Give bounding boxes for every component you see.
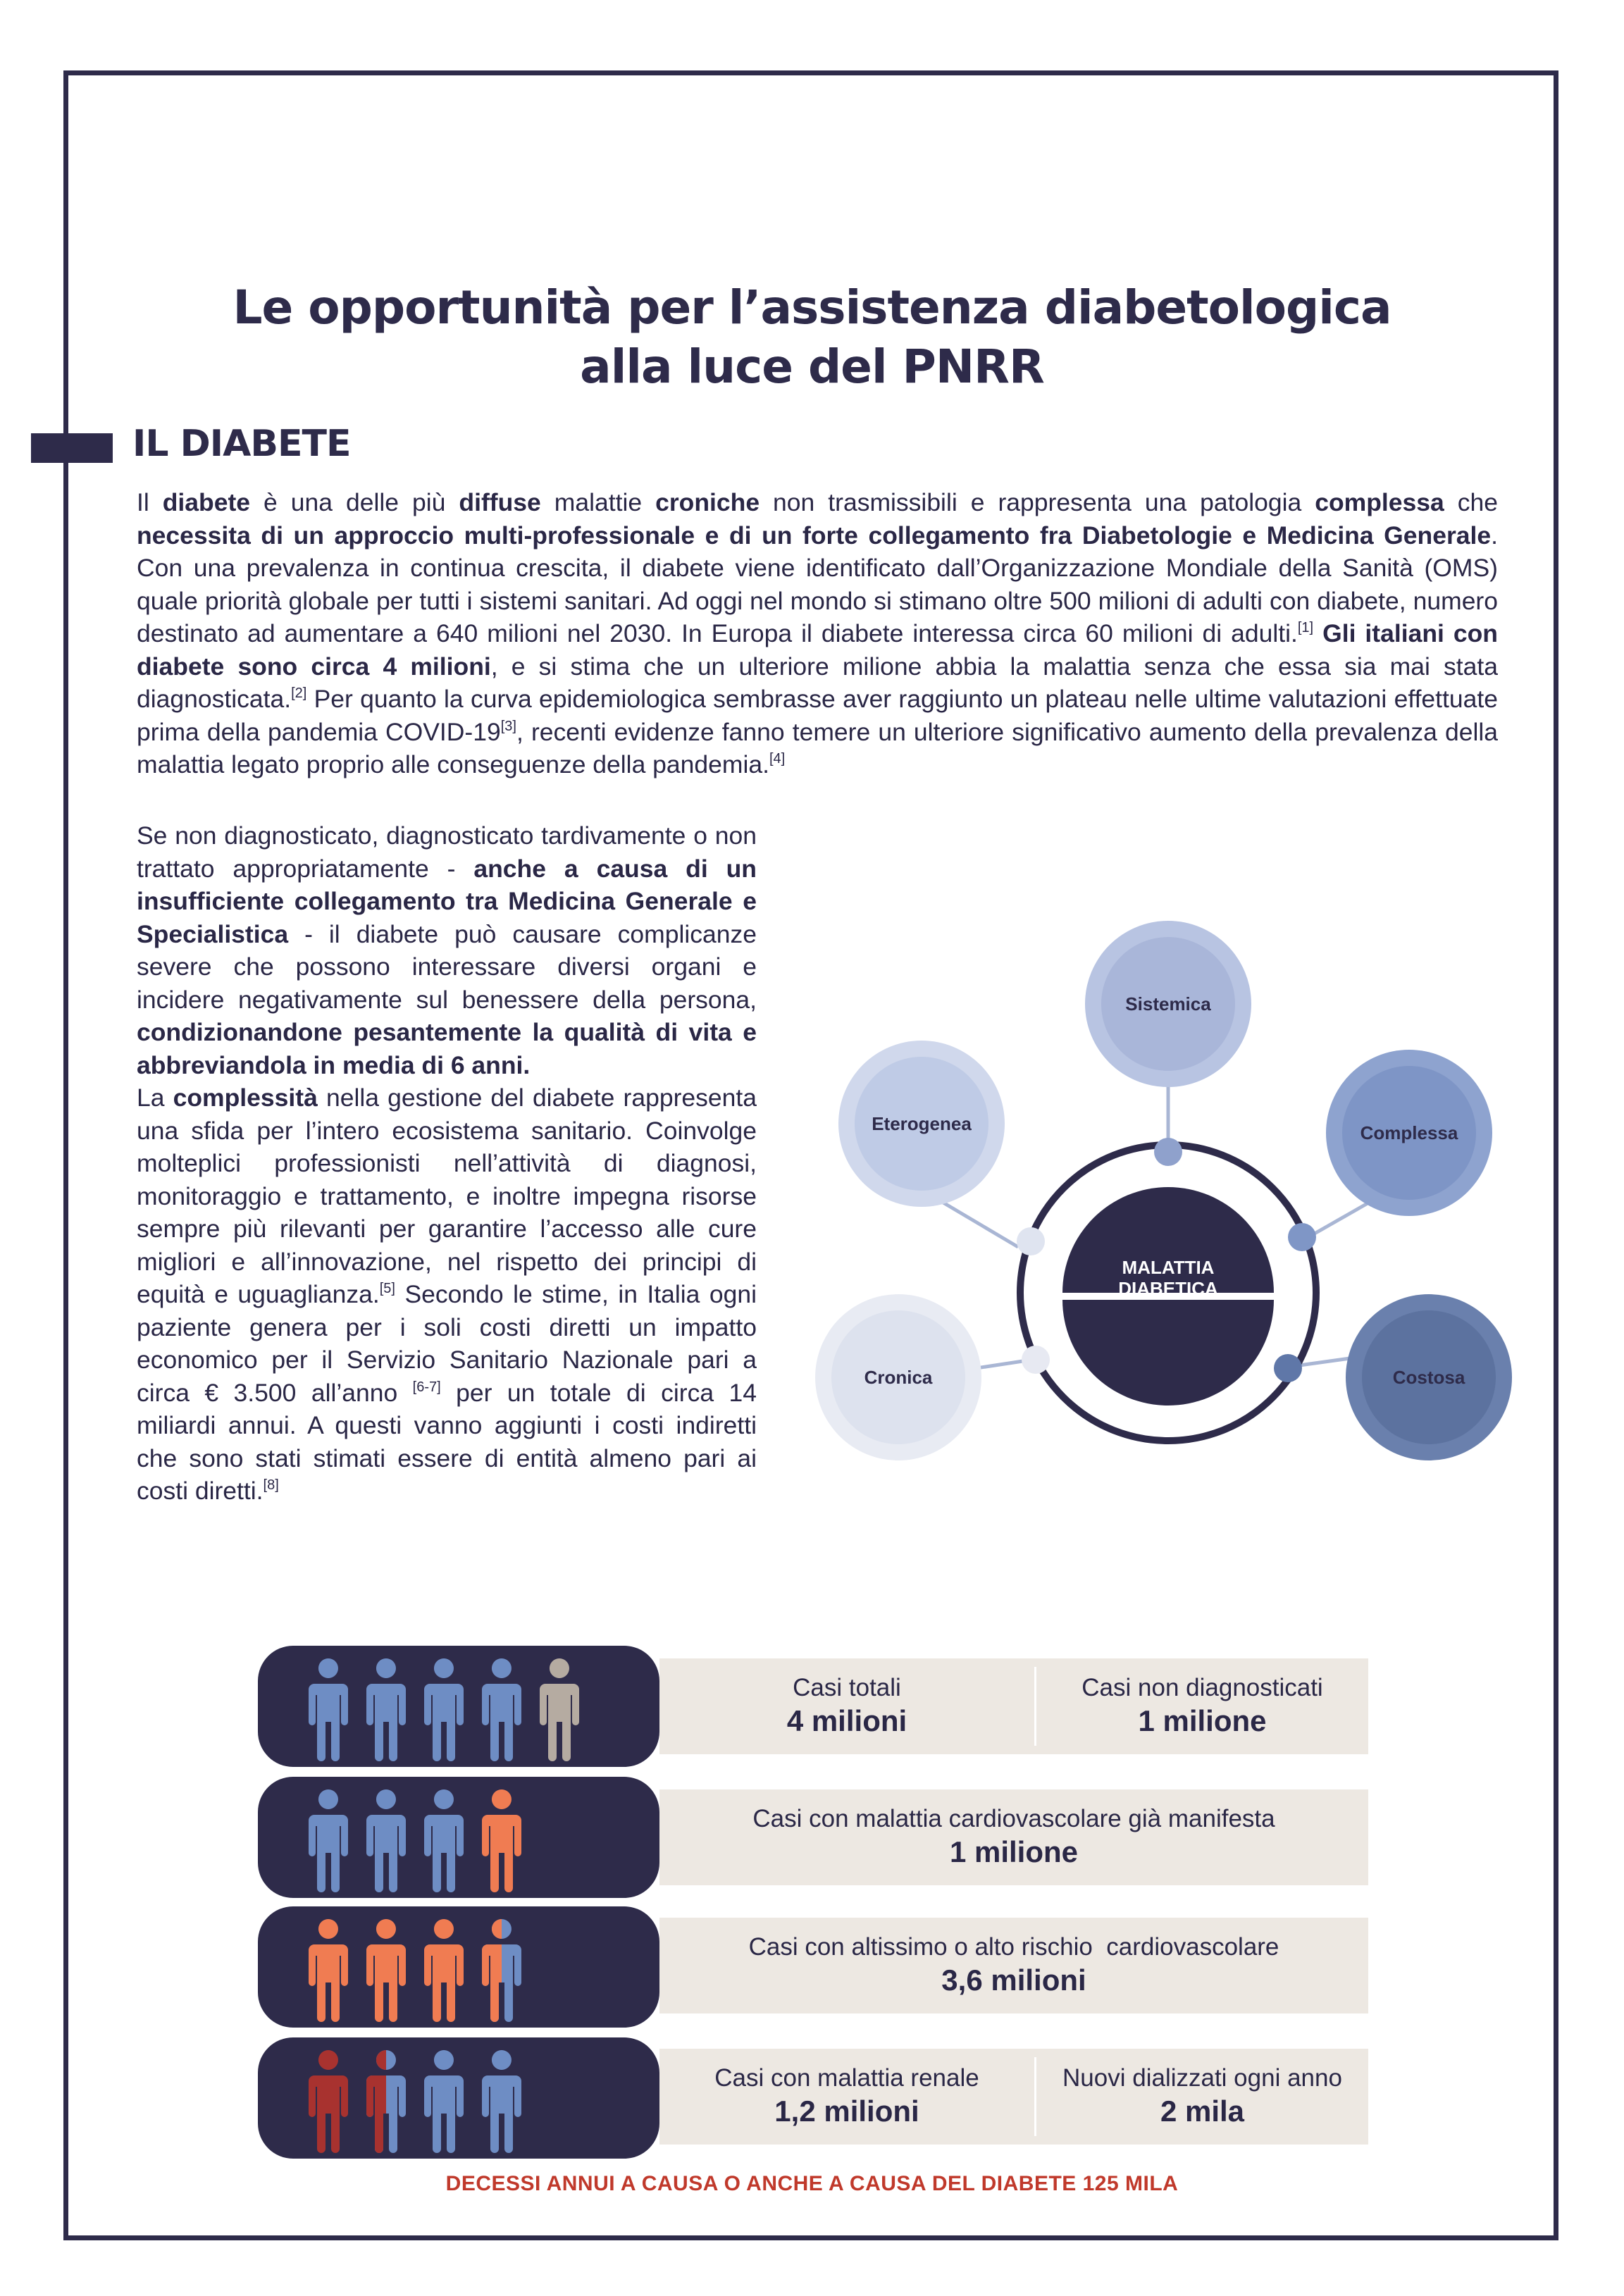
stat-label: Casi non diagnosticati <box>1081 1674 1323 1701</box>
text-run: Se non diagnosticato, diagnosticato tardivamente o non trattato appropriatamente - <box>137 821 757 883</box>
person-icon <box>307 1787 349 1892</box>
bold-run: condizionandone pesantemente la qualità di vita e abbreviandola in media di 6 anni. <box>137 1018 757 1079</box>
node-label: Costosa <box>1392 1367 1465 1388</box>
bold-run: necessita di un approccio multi-professionale e di un forte collegamento fra Diabetologie e Medicina Generale <box>137 521 1492 550</box>
person-icon <box>481 1656 523 1761</box>
bold-run: diabete <box>162 488 251 516</box>
reference: [1] <box>1297 620 1314 635</box>
bold-run: anche a causa di un insufficiente collegamento tra Medicina Generale e Specialistica <box>137 854 757 948</box>
page-title-line1: Le opportunità per l’assistenza diabetologica <box>233 280 1391 335</box>
node-label: Eterogenea <box>872 1113 972 1134</box>
node-cronica <box>815 1294 981 1460</box>
node-label: Cronica <box>864 1367 933 1388</box>
bold-run: Gli italiani con diabete sono circa 4 milioni <box>137 619 1498 681</box>
people-pill <box>258 1777 659 1898</box>
node-eterogenea <box>838 1041 1005 1207</box>
paragraph <box>137 819 757 1081</box>
stat-value: 4 milioni <box>786 1704 907 1737</box>
text-run: Il <box>137 488 163 516</box>
person-icon <box>423 1787 465 1892</box>
reference: [4] <box>769 751 786 767</box>
center-label-line2: DIABETICA <box>1118 1278 1218 1299</box>
node-complessa <box>1326 1050 1492 1216</box>
bold-run: croniche <box>655 488 760 516</box>
bold-run: complessa <box>1315 488 1444 516</box>
stat-kidney-disease <box>659 2063 1034 2129</box>
stat-panel <box>659 1918 1368 2013</box>
reference: [2] <box>291 685 307 701</box>
connector-dot <box>1154 1138 1182 1166</box>
bold-run: complessità <box>173 1084 318 1112</box>
center-label-line1: MALATTIA <box>1122 1257 1215 1278</box>
stat-value: 1 milione <box>949 1835 1079 1868</box>
person-icon <box>423 2047 465 2153</box>
disease-diagram-svg <box>796 916 1522 1479</box>
text-run: malattie <box>540 488 656 516</box>
section-marker <box>31 433 113 463</box>
node-sistemica <box>1085 921 1251 1087</box>
left-column-text <box>137 819 757 1508</box>
stat-cardiovascular-risk <box>659 1932 1368 1998</box>
paragraph <box>137 1081 757 1508</box>
stat-new-dialysis <box>1036 2063 1368 2129</box>
people-pill <box>258 2037 659 2159</box>
person-icon <box>365 1916 407 2022</box>
bold-run: diffuse <box>459 488 541 516</box>
stat-total-cases <box>659 1673 1034 1739</box>
person-icon <box>481 1916 523 2022</box>
page-title-line2: alla luce del PNRR <box>580 340 1044 394</box>
person-icon <box>423 1916 465 2022</box>
text-run: non trasmissibili e rappresenta una patologia <box>760 488 1315 516</box>
node-label: Complessa <box>1360 1122 1458 1143</box>
page-title <box>141 278 1483 397</box>
reference: [8] <box>263 1477 279 1493</box>
stat-value: 2 mila <box>1160 2095 1245 2128</box>
deaths-footer: DECESSI ANNUI A CAUSA O ANCHE A CAUSA DEL DIABETE 125 MILA <box>445 2172 1179 2195</box>
stat-panel <box>659 2049 1368 2145</box>
text-run: , recenti evidenze fanno temere un ulteriore significativo aumento della prevalenza della malattia legato proprio alle conseguenze della pandemia. <box>137 717 1498 778</box>
stat-value: 3,6 milioni <box>941 1963 1086 1997</box>
text-run: è una delle più <box>250 488 459 516</box>
people-pill <box>258 1906 659 2028</box>
person-icon <box>481 2047 523 2153</box>
text-run: , e si stima che un ulteriore milione abbia la malattia senza che essa sia mai stata diagnosticata. <box>137 652 1499 713</box>
stat-panel <box>659 1789 1368 1885</box>
text-run: Secondo le stime, in Italia ogni paziente genera per i soli costi diretti un impatto economico per il Servizio Sanitario Nazionale pari a circa € 3.500 all’anno <box>137 1280 757 1407</box>
text-run: Per quanto la curva epidemiologica sembrasse aver raggiunto un plateau nelle ultime valutazioni effettuate prima della pandemia COVID-19 <box>137 685 1498 746</box>
stat-value: 1 milione <box>1138 1704 1267 1737</box>
text-run: La <box>137 1084 173 1112</box>
node-label: Sistemica <box>1125 993 1211 1014</box>
person-icon <box>307 1916 349 2022</box>
reference: [3] <box>500 718 516 734</box>
text-run: per un totale di circa 14 miliardi annui. A questi vanno aggiunti i costi indiretti che sono stati stimati essere di entità almeno pari ai costi diretti. <box>137 1378 757 1505</box>
person-icon <box>307 2047 349 2153</box>
text-run: nella gestione del diabete rappresenta una sfida per l’intero ecosistema sanitario. Coinvolge molteplici professionisti nell’attività di diagnosi, monitoraggio e trattamento, e inoltre impegna risorse sempre più rilevanti per garantire l’accesso alle cure migliori e all’innovazione, nel rispetto dei principi di equità e uguaglianza. <box>137 1084 757 1308</box>
reference: [6-7] <box>412 1379 441 1395</box>
person-icon <box>538 1656 581 1761</box>
connector-dot <box>1017 1227 1045 1255</box>
stat-label: Casi con altissimo o alto rischio cardiovascolare <box>748 1933 1279 1961</box>
connector-dot <box>1274 1354 1302 1382</box>
stat-label: Casi totali <box>793 1674 901 1701</box>
stat-cardiovascular-disease <box>659 1804 1368 1870</box>
person-icon <box>423 1656 465 1761</box>
person-icon <box>365 2047 407 2153</box>
stat-panel <box>659 1658 1368 1754</box>
person-icon <box>307 1656 349 1761</box>
person-icon <box>365 1787 407 1892</box>
disease-diagram <box>796 916 1522 1479</box>
text-run: . Con una prevalenza in continua crescita, il diabete viene identificato dall’Organizzazione Mondiale della Sanità (OMS) quale priorità globale per tutti i sistemi sanitari. Ad oggi nel mondo si stimano oltre 500 milioni di adulti con diabete, numero destinato ad aumentare a 640 milioni nel 2030. In Europa il diabete interessa circa 60 milioni di adulti. <box>137 521 1498 647</box>
intro-paragraph <box>137 486 1498 781</box>
section-title: IL DIABETE <box>132 423 351 465</box>
reference: [5] <box>379 1281 395 1296</box>
person-icon <box>365 1656 407 1761</box>
stat-label: Nuovi dializzati ogni anno <box>1062 2064 1342 2092</box>
text-run: che <box>1444 488 1499 516</box>
node-costosa <box>1346 1294 1512 1460</box>
stat-label: Casi con malattia cardiovascolare già manifesta <box>752 1805 1275 1832</box>
stat-label: Casi con malattia renale <box>714 2064 979 2092</box>
connector-dot <box>1022 1346 1050 1374</box>
people-pill <box>258 1646 659 1767</box>
person-icon <box>481 1787 523 1892</box>
stat-value: 1,2 milioni <box>774 2095 919 2128</box>
stat-undiagnosed-cases <box>1036 1673 1368 1739</box>
text-run: - il diabete può causare complicanze severe che possono interessare diversi organi e incidere negativamente sul benessere della persona, <box>137 919 757 1014</box>
connector-dot <box>1288 1223 1316 1251</box>
